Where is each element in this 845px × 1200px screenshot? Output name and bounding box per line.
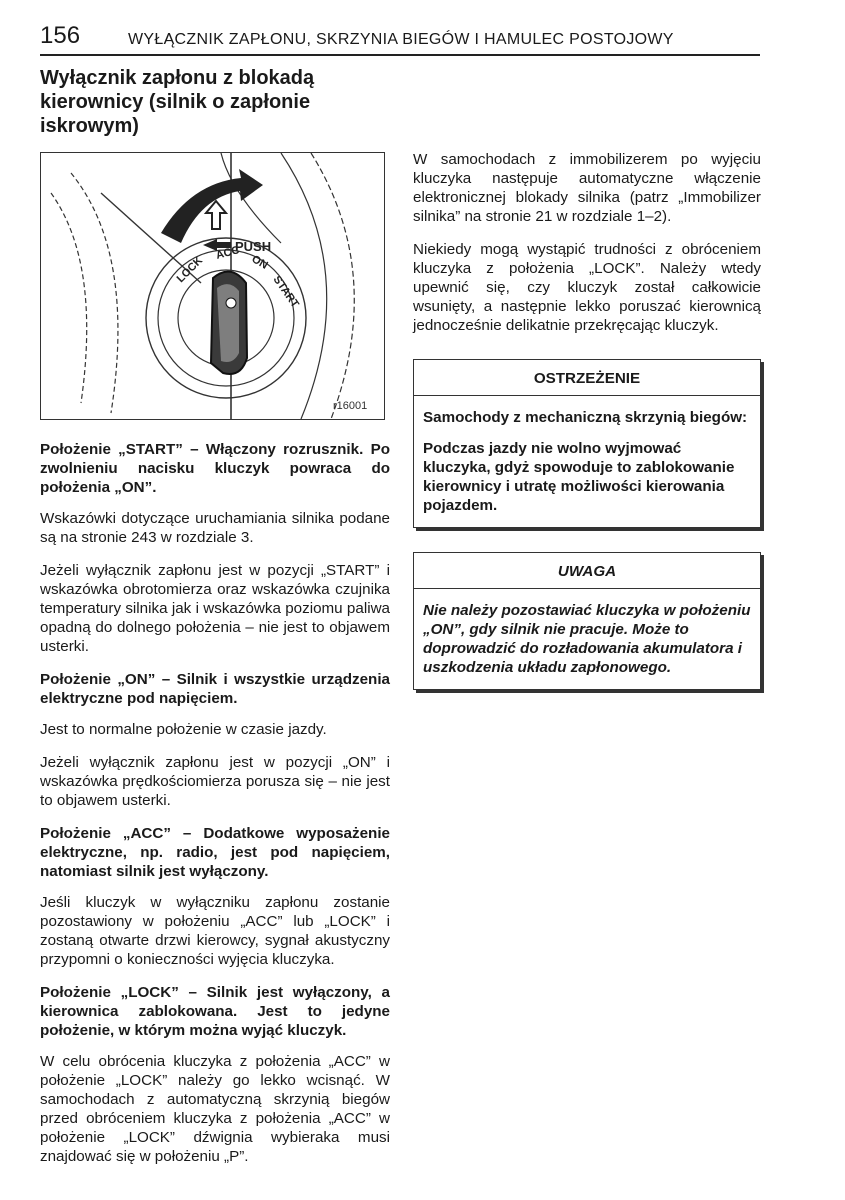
warning-text: Samochody z mechaniczną skrzynią biegów:: [423, 409, 748, 426]
label-start: START: [270, 273, 301, 311]
warning-box: [413, 359, 761, 528]
paragraph: Niekiedy mogą wystąpić trudności z obróceniem kluczyka z położenia „LOCK”. Należy wtedy upewnić się, czy kluczyk został całkowicie wsunięty, a następnie lekko poruszać kierownicą jednocześnie delikatnie przekręcając kluczyk.: [413, 241, 761, 334]
paragraph: Jeżeli wyłącznik zapłonu jest w pozycji „START” i wskazówka obrotomierza oraz wskazówka czujnika temperatury silnika jak i wskazówka poziomu paliwa opadną do dolnego położenia – nie jest to objawem usterki.: [40, 562, 390, 655]
page-header: [40, 24, 760, 56]
paragraph-on-heading: Położenie „ON” – Silnik i wszystkie urządzenia elektryczne pod napięciem.: [40, 671, 390, 707]
section-title: Wyłącznik zapłonu z blokadą kierownicy (silnik o zapłonie iskrowym): [40, 67, 315, 137]
paragraph: Wskazówki dotyczące uruchamiania silnika podane są na stronie 243 w rozdziale 3.: [40, 510, 390, 546]
ignition-switch-illustration: [40, 152, 385, 420]
paragraph: W celu obrócenia kluczyka z położenia „ACC” w położenie „LOCK” należy go lekko wcisnąć. W samochodach z automatyczną skrzynią biegów przed obróceniem kluczyka z położenia „ACC” w położenie „LOCK” dźwignia wybieraka musi znajdować się w położeniu „P”.: [40, 1053, 390, 1165]
page-number: 156: [40, 22, 81, 49]
label-acc: ACC: [214, 244, 241, 262]
paragraph: Jeżeli wyłącznik zapłonu jest w pozycji „ON” i wskazówka prędkościomierza porusza się – nie jest to objawem usterki.: [40, 754, 390, 809]
right-column: [413, 150, 761, 690]
notice-text: Nie należy pozostawiać kluczyka w położeniu „ON”, gdy silnik nie pracuje. Może to doprowadzić do rozładowania akumulatora i uszkodzenia układu zapłonowego.: [423, 602, 751, 676]
notice-title: UWAGA: [414, 563, 760, 589]
chapter-title: WYŁĄCZNIK ZAPŁONU, SKRZYNIA BIEGÓW I HAMULEC POSTOJOWY: [128, 31, 674, 48]
warning-text: Podczas jazdy nie wolno wyjmować kluczyka, gdyż spowoduje to zablokowanie kierownicy i utratę możliwości kierowania pojazdem.: [423, 440, 735, 514]
paragraph-lock-heading: Położenie „LOCK” – Silnik jest wyłączony, a kierownica zablokowana. Jest to jedyne położenie, w którym można wyjąć kluczyk.: [40, 984, 390, 1039]
paragraph: W samochodach z immobilizerem po wyjęciu kluczyka następuje automatyczne włączenie elektronicznej blokady silnika (patrz „Immobilizer silnika” na stronie 21 w rozdziale 1–2).: [413, 151, 761, 225]
figure-code: r16001: [333, 400, 368, 412]
paragraph-acc-heading: Położenie „ACC” – Dodatkowe wyposażenie elektryczne, np. radio, jest pod napięciem, natomiast silnik jest wyłączony.: [40, 825, 390, 880]
label-on: ON: [249, 253, 270, 272]
paragraph-start-heading: Położenie „START” – Włączony rozrusznik. Po zwolnieniu nacisku kluczyk powraca do położenia „ON”.: [40, 441, 390, 496]
label-lock: LOCK: [174, 254, 206, 286]
notice-box: [413, 552, 761, 690]
label-push: PUSH: [235, 239, 272, 254]
ignition-switch-drawing: [41, 153, 384, 419]
paragraph: Jeśli kluczyk w wyłączniku zapłonu zostanie pozostawiony w położeniu „ACC” lub „LOCK” i zostaną otwarte drzwi kierowcy, sygnał akustyczny przypomni o konieczności wyjęcia kluczyka.: [40, 894, 390, 968]
warning-title: OSTRZEŻENIE: [414, 370, 760, 396]
left-column: [40, 440, 390, 1180]
paragraph: Jest to normalne położenie w czasie jazdy.: [40, 721, 327, 738]
